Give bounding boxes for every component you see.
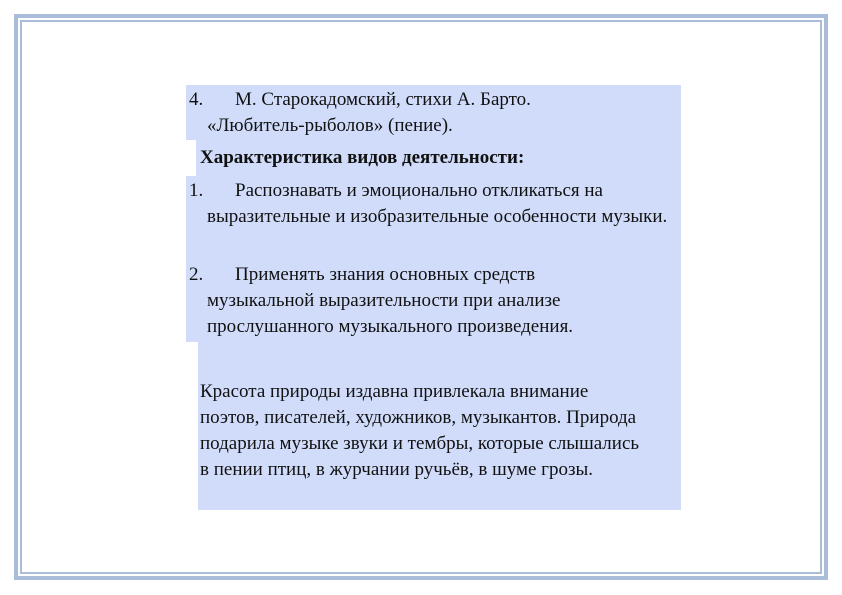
list-item-4 <box>189 87 679 139</box>
list-number: 4. <box>189 89 204 110</box>
list-number: 1. <box>189 180 204 201</box>
list-item-text: Применять знания основных средств музыкальной выразительности при анализе прослушанного музыкального произведения. <box>207 264 574 337</box>
list-number: 2. <box>189 264 204 285</box>
section-heading: Характеристика видов деятельности: <box>200 147 525 168</box>
list-item-text: Распознавать и эмоционально откликаться на выразительные и изобразительные особенности музыки. <box>207 180 668 227</box>
list-item-2 <box>189 262 679 342</box>
list-item-text: М. Старокадомский, стихи А. Барто. «Любитель-рыболов» (пение). <box>207 89 531 136</box>
list-item-1 <box>189 178 679 258</box>
body-paragraph: Красота природы издавна привлекала внимание поэтов, писателей, художников, музыкантов. Природа подарила музыке звуки и тембры, которые слышались в пении птиц, в журчании ручьёв, в шуме грозы. <box>200 381 640 480</box>
